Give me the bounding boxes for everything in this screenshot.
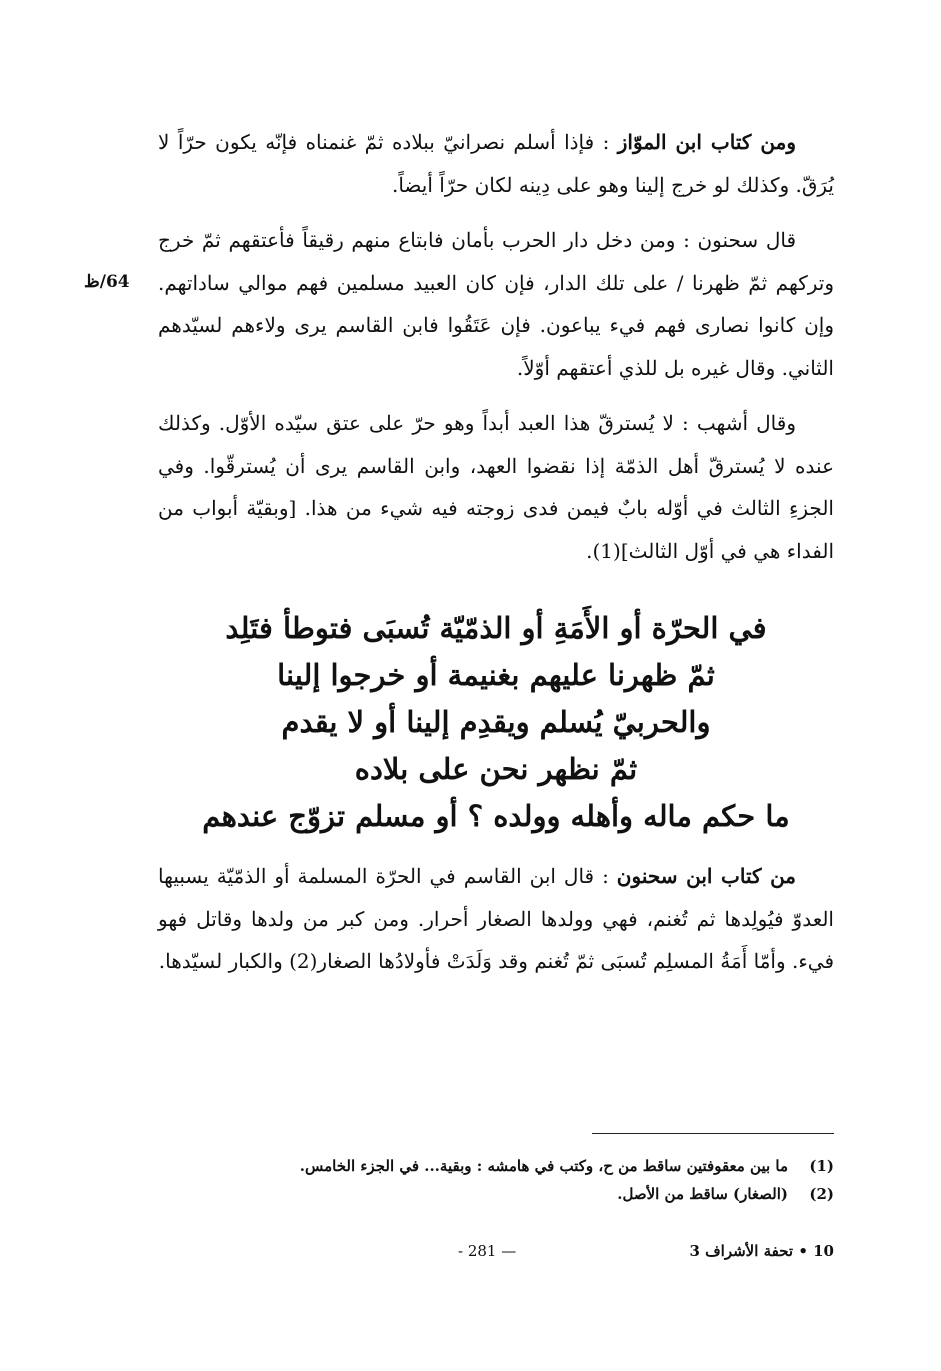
page-number: - 281 — (458, 1242, 517, 1260)
paragraph-text: : قال ابن القاسم في الحرّة المسلمة أو الذمّيّة يسبيها العدوّ فيُولِدها ثم تُغنم، فهي وولدها الصغار أحرار. ومن كبر من ولدها وقاتل فهو فيء. وأمّا أَمَةُ المسلِم تُسبَى ثمّ تُغنم وقد وَلَدَتْ فأولادُها الصغار(2) والكبار لسيّدها. (158, 864, 834, 973)
paragraph-1 (158, 121, 834, 206)
heading-line: ما حكم ماله وأهله وولده ؟ أو مسلم تزوّج عندهم (202, 799, 790, 833)
footnote-text: ما بين معقوفتين ساقط من ح، وكتب في هامشه : وبقية... في الجزء الخامس. (299, 1157, 788, 1175)
footnote (158, 1180, 834, 1208)
paragraph-text: قال سحنون : ومن دخل دار الحرب بأمان فابتاع منهم رقيقاً فأعتقهم ثمّ خرج وتركهم ثمّ ظهرنا / على تلك الدار، فإن كان العبيد مسلمين فهم موالي ساداتهم. وإن كانوا نصارى فهم فيء يباعون. فإن عَتَقُوا فابن القاسم يرى ولاءهم لسيّدهم الثاني. وقال غيره بل للذي أعتقهم أوّلاً. (158, 228, 834, 380)
paragraph-4 (158, 855, 834, 983)
footnote-text: (الصغار) ساقط من الأصل. (617, 1185, 788, 1203)
footnote (158, 1152, 834, 1180)
heading-line: والحربيّ يُسلم ويقدِم إلينا أو لا يقدم (281, 705, 711, 739)
page-footer (158, 1242, 834, 1268)
footnote-number: (2) (809, 1185, 834, 1203)
paragraph-text: وقال أشهب : لا يُسترقّ هذا العبد أبداً وهو حرّ على عتق سيّده الأوّل. وكذلك عنده لا يُسترقّ أهل الذمّة إذا نقضوا العهد، وابن القاسم يرى أن يُسترقّوا. وفي الجزءِ الثالث في أوّله بابٌ فيمن فدى زوجته فيه شيء من هذا. [وبقيّة أبواب من الفداء هي في أوّل الثالث](1). (158, 411, 834, 563)
heading-line: ثمّ ظهرنا عليهم بغنيمة أو خرجوا إلينا (277, 658, 715, 692)
heading-line: في الحرّة أو الأَمَةِ أو الذمّيّة تُسبَى فتوطأ فتَلِد (225, 611, 767, 645)
paragraph-2 (158, 219, 834, 389)
footnotes (158, 1152, 834, 1208)
source-heading: ومن كتاب ابن الموّاز (617, 130, 796, 154)
source-heading: من كتاب ابن سحنون (616, 864, 797, 888)
chapter-heading (158, 605, 834, 840)
margin-folio-note: 64/ظ (84, 272, 130, 292)
paragraph-text: : فإذا أسلم نصرانيّ ببلاده ثمّ غنمناه فإنّه يكون حرّاً لا يُرَقّ. وكذلك لو خرج إلينا وهو على دِينه لكان حرّاً أيضاً. (158, 130, 834, 197)
paragraph-3 (158, 402, 834, 572)
footnote-divider (592, 1133, 834, 1134)
book-signature: 10 • تحفة الأشراف 3 (689, 1242, 834, 1260)
footnote-number: (1) (809, 1157, 834, 1175)
heading-line: ثمّ نظهر نحن على بلاده (354, 752, 638, 786)
